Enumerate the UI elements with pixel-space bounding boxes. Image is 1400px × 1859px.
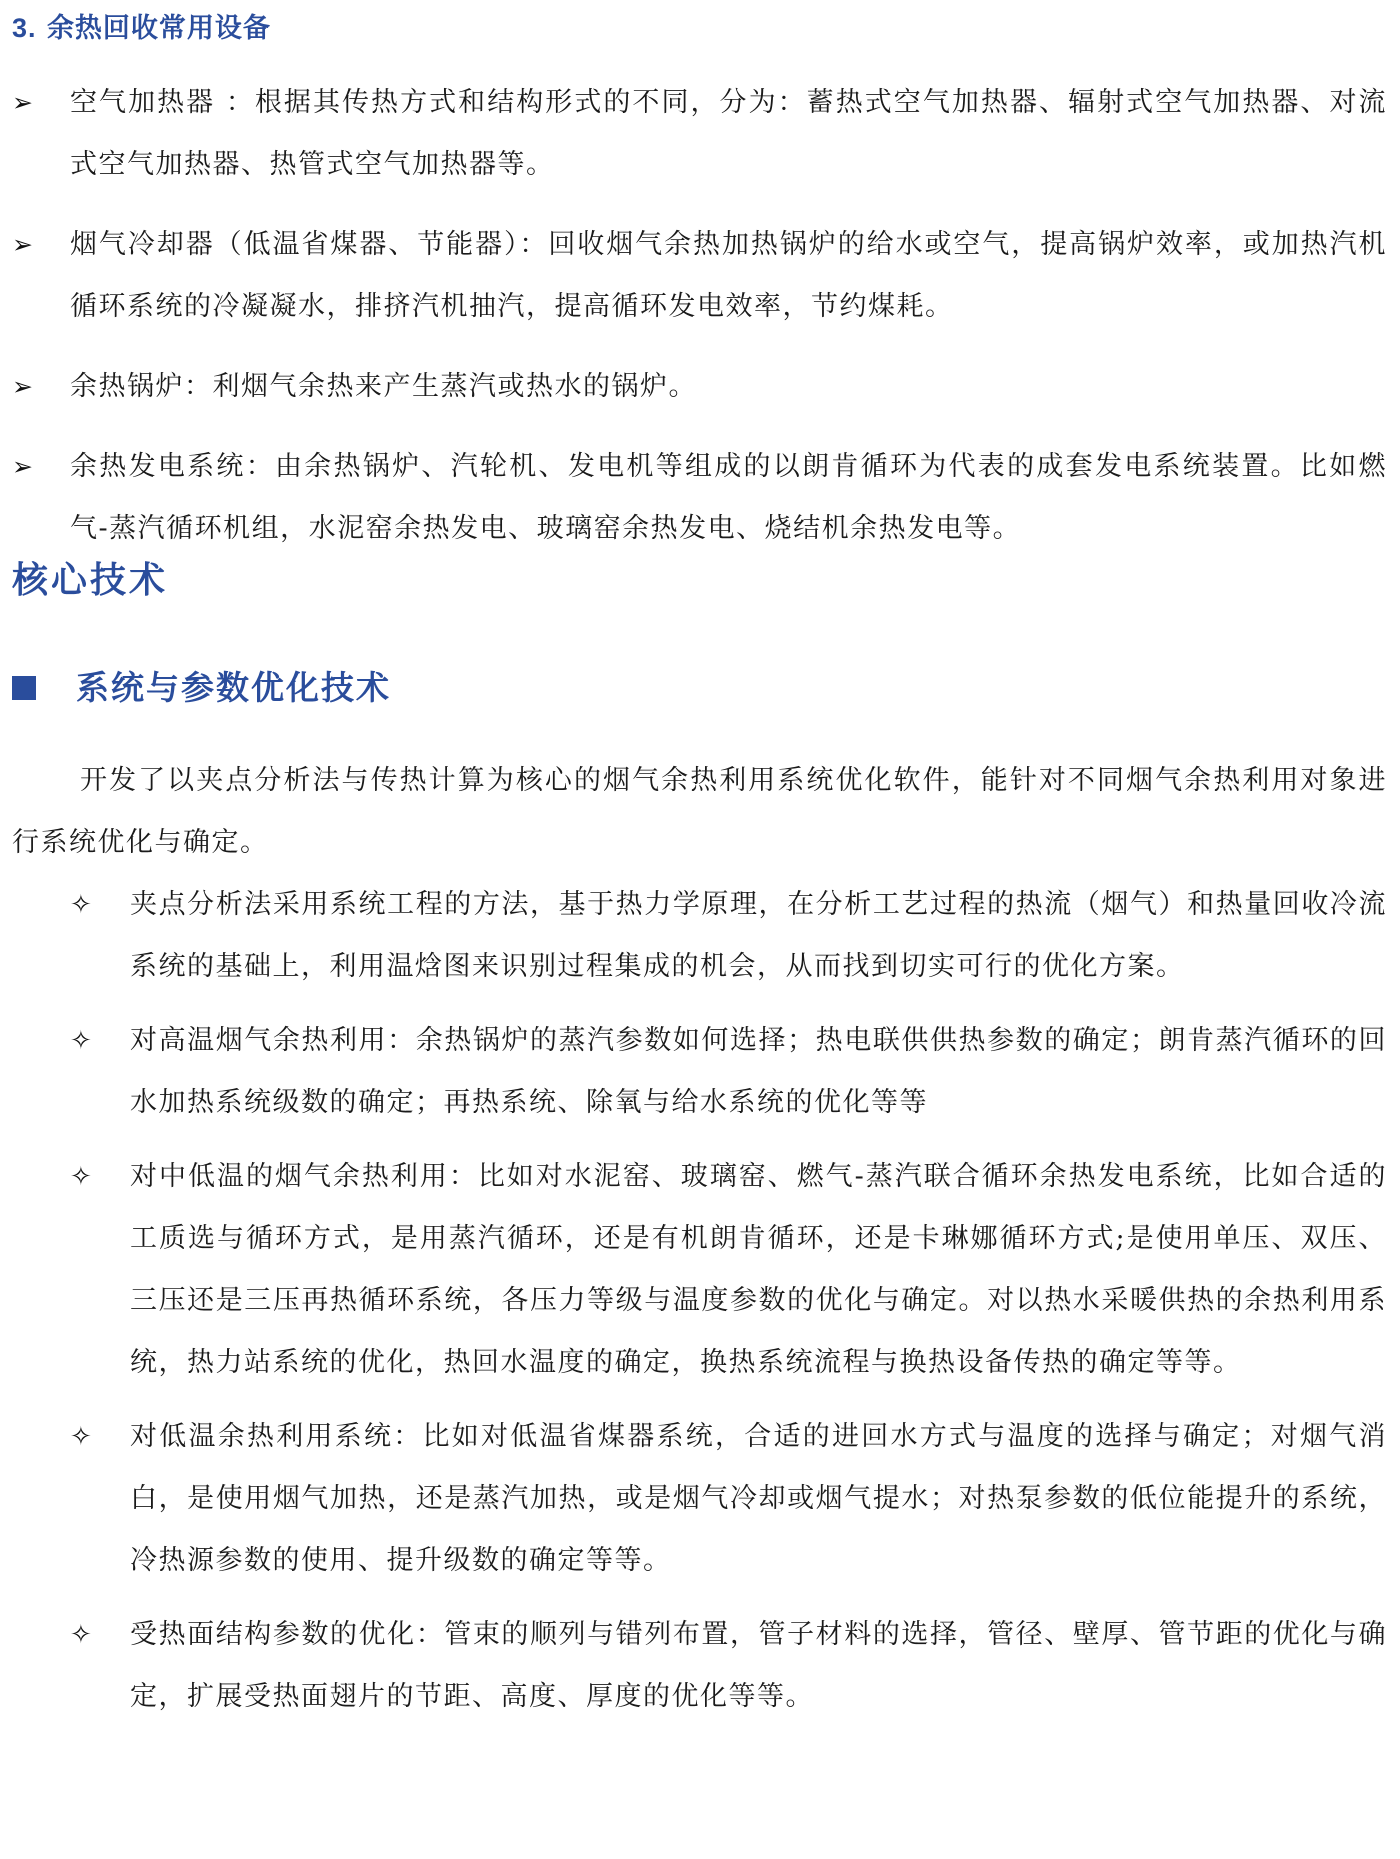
equipment-list — [12, 72, 1387, 578]
intro-paragraph: 开发了以夹点分析法与传热计算为核心的烟气余热利用系统优化软件，能针对不同烟气余热利用对象进行系统优化与确定。 — [12, 765, 1387, 858]
list-item — [12, 436, 1387, 560]
list-item — [12, 356, 1387, 418]
diamond-bullet-icon: ✧ — [70, 1162, 92, 1192]
list-item — [70, 1146, 1387, 1394]
list-item-text: 夹点分析法采用系统工程的方法，基于热力学原理，在分析工艺过程的热流（烟气）和热量回收冷流系统的基础上，利用温焓图来识别过程集成的机会，从而找到切实可行的优化方案。 — [130, 889, 1387, 982]
diamond-bullet-icon: ✧ — [70, 1026, 92, 1056]
technique-list — [70, 874, 1387, 1740]
topic-heading — [12, 665, 391, 711]
list-item — [70, 874, 1387, 998]
list-item — [70, 1604, 1387, 1728]
list-item — [70, 1010, 1387, 1134]
list-item-text: 对中低温的烟气余热利用：比如对水泥窑、玻璃窑、燃气-蒸汽联合循环余热发电系统，比如合适的工质选与循环方式，是用蒸汽循环，还是有机朗肯循环，还是卡琳娜循环方式;是使用单压、双压、三压还是三压再热循环系统，各压力等级与温度参数的优化与确定。对以热水采暖供热的余热利用系统，热力站系统的优化，热回水温度的确定，换热系统流程与换热设备传热的确定等等。 — [130, 1161, 1387, 1378]
arrow-bullet-icon: ➢ — [12, 452, 33, 481]
list-item-text: 对高温烟气余热利用：余热锅炉的蒸汽参数如何选择；热电联供供热参数的确定；朗肯蒸汽循环的回水加热系统级数的确定；再热系统、除氧与给水系统的优化等等 — [130, 1025, 1387, 1118]
list-item — [12, 214, 1387, 338]
square-bullet-icon — [12, 676, 36, 700]
subheading-number: 3. — [12, 13, 37, 43]
arrow-bullet-icon: ➢ — [12, 372, 33, 401]
list-item-text: 余热发电系统：由余热锅炉、汽轮机、发电机等组成的以朗肯循环为代表的成套发电系统装置。比如燃气-蒸汽循环机组，水泥窑余热发电、玻璃窑余热发电、烧结机余热发电等。 — [70, 451, 1387, 544]
list-item-text: 对低温余热利用系统：比如对低温省煤器系统，合适的进回水方式与温度的选择与确定；对烟气消白，是使用烟气加热，还是蒸汽加热，或是烟气冷却或烟气提水；对热泵参数的低位能提升的系统，冷热源参数的使用、提升级数的确定等等。 — [130, 1421, 1387, 1576]
arrow-bullet-icon: ➢ — [12, 230, 33, 259]
list-item-text: 空气加热器 ：根据其传热方式和结构形式的不同，分为：蓄热式空气加热器、辐射式空气加热器、对流式空气加热器、热管式空气加热器等。 — [70, 87, 1387, 180]
list-item-text: 烟气冷却器（低温省煤器、节能器）：回收烟气余热加热锅炉的给水或空气，提高锅炉效率，或加热汽机循环系统的冷凝凝水，排挤汽机抽汽，提高循环发电效率，节约煤耗。 — [70, 229, 1387, 322]
arrow-bullet-icon: ➢ — [12, 88, 33, 117]
list-item — [12, 72, 1387, 196]
subheading-text: 余热回收常用设备 — [46, 13, 271, 44]
topic-title: 系统与参数优化技术 — [76, 668, 391, 707]
subheading — [12, 8, 271, 49]
diamond-bullet-icon: ✧ — [70, 1620, 92, 1650]
list-item — [70, 1406, 1387, 1592]
list-item-text: 受热面结构参数的优化：管束的顺列与错列布置，管子材料的选择，管径、壁厚、管节距的优化与确定，扩展受热面翅片的节距、高度、厚度的优化等等。 — [130, 1619, 1387, 1712]
list-item-text: 余热锅炉：利烟气余热来产生蒸汽或热水的锅炉。 — [70, 371, 697, 402]
diamond-bullet-icon: ✧ — [70, 1422, 92, 1452]
diamond-bullet-icon: ✧ — [70, 890, 92, 920]
section-title: 核心技术 — [12, 559, 169, 601]
